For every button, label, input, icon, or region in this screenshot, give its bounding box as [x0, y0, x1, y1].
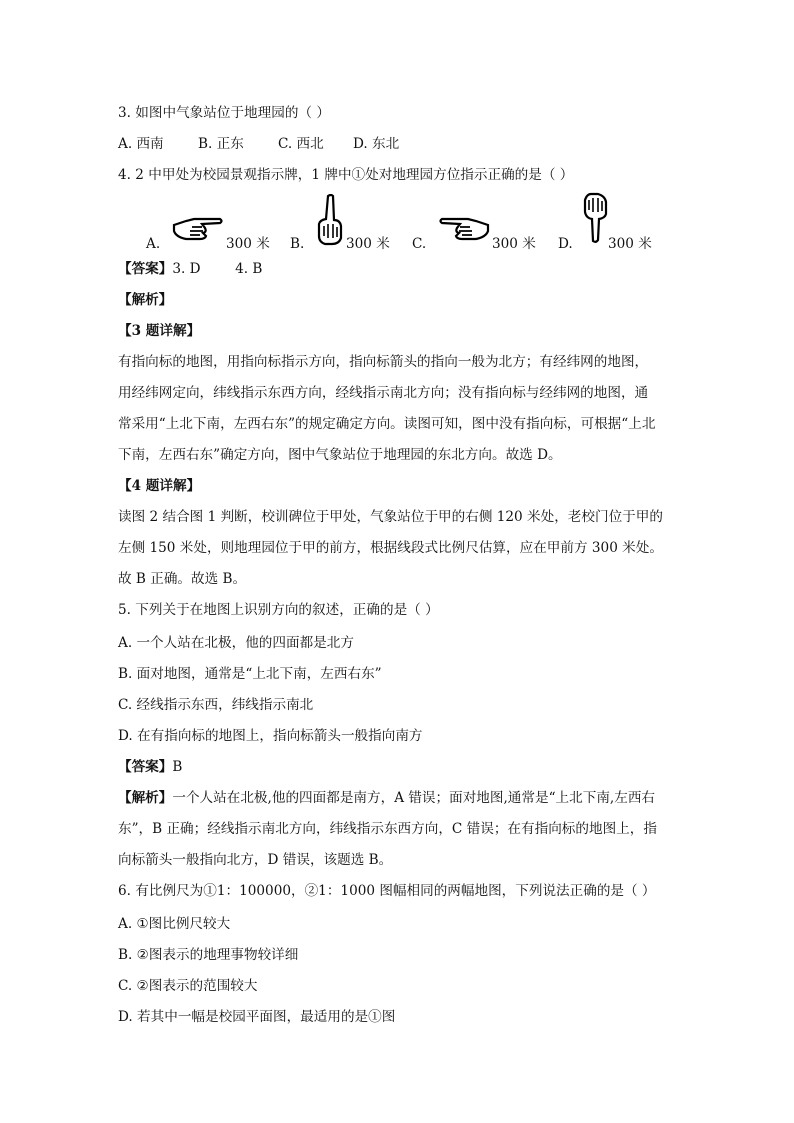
choice-d-letter: D. [558, 236, 573, 252]
hand-pointing-left-icon [438, 215, 490, 241]
question-5-option-d: D. 在有指向标的地图上，指向标箭头一般指向南方 [118, 728, 423, 744]
question-6-option-b: B. ②图表示的地理事物较详细 [118, 947, 299, 963]
choice-a-distance: 300 米 [226, 236, 270, 252]
question-5-option-a: A. 一个人站在北极，他的四面都是北方 [118, 635, 354, 651]
answer-value: B [172, 759, 183, 775]
question-3-detail-line: 用经纬网定向，纬线指示东西方向，经线指示南北方向；没有指向标与经纬网的地图，通 [118, 385, 649, 401]
analysis-label: 【解析】 [118, 790, 173, 806]
question-6-option-c: C. ②图表示的范围较大 [118, 978, 258, 994]
analysis-label: 【解析】 [118, 292, 173, 308]
question-4-detail-label: 【4 题详解】 [118, 478, 201, 494]
choice-a-letter: A. [146, 236, 161, 252]
question-3-detail-label: 【3 题详解】 [118, 323, 201, 339]
question-5-option-b: B. 面对地图，通常是“上北下南，左西右东” [118, 666, 382, 682]
option-c: C. 西北 [278, 136, 324, 152]
question-3-stem: 3. 如图中气象站位于地理园的（ ） [118, 105, 330, 121]
choice-b-letter: B. [290, 236, 305, 252]
option-a: A. 西南 [118, 136, 164, 152]
question-5-option-c: C. 经线指示东西，纬线指示南北 [118, 697, 314, 713]
question-4-detail-line: 故 B 正确。故选 B。 [118, 571, 247, 587]
option-d: D. 东北 [353, 136, 400, 152]
question-3-detail-line: 常采用“上北下南，左西右东”的规定确定方向。读图可知，图中没有指向标，可根据“上北 [118, 416, 656, 432]
hand-pointing-up-icon [316, 194, 344, 246]
question-4-stem: 4. 2 中甲处为校园景观指示牌，1 牌中①处对地理园方位指示正确的是（ ） [118, 167, 574, 183]
question-4-choices [0, 190, 794, 260]
question-4-detail-line: 读图 2 结合图 1 判断，校训碑位于甲处，气象站位于甲的右侧 120 米处，老校门位于甲的 [118, 509, 663, 525]
question-6-stem: 6. 有比例尺为①1：100000，②1：1000 图幅相同的两幅地图，下列说法正确的是（ ） [118, 883, 656, 899]
question-6-option-d: D. 若其中一幅是校园平面图，最适用的是①图 [118, 1009, 396, 1025]
answer-label: 【答案】 [118, 261, 173, 277]
question-3-options [118, 135, 678, 153]
answer-5 [118, 758, 678, 776]
analysis-5-line: 向标箭头一般指向北方，D 错误，该题选 B。 [118, 852, 393, 868]
hand-pointing-right-icon [172, 215, 224, 241]
answer-value: 3. D 4. B [172, 261, 263, 277]
choice-b-distance: 300 米 [346, 236, 390, 252]
answer-3-4 [118, 260, 678, 278]
question-5-stem: 5. 下列关于在地图上识别方向的叙述，正确的是（ ） [118, 602, 439, 618]
analysis-5-text: 一个人站在北极,他的四面都是南方，A 错误；面对地图,通常是“上北下南,左西右 [172, 790, 656, 806]
hand-pointing-down-icon [582, 192, 610, 244]
choice-d-distance: 300 米 [608, 236, 652, 252]
analysis-5-line [118, 789, 678, 807]
question-3-detail-line: 有指向标的地图，用指向标指示方向，指向标箭头的指向一般为北方；有经纬网的地图， [118, 354, 649, 370]
analysis-5-line: 东”，B 正确；经线指示南北方向，纬线指示东西方向，C 错误；在有指向标的地图上，指 [118, 821, 657, 837]
option-b: B. 正东 [198, 136, 244, 152]
question-4-detail-line: 左侧 150 米处，则地理园位于甲的前方，根据线段式比例尺估算，应在甲前方 300 米处。 [118, 540, 663, 556]
answer-label: 【答案】 [118, 759, 173, 775]
question-3-detail-line: 下南，左西右东”确定方向，图中气象站位于地理园的东北方向。故选 D。 [118, 447, 562, 463]
question-6-option-a: A. ①图比例尺较大 [118, 916, 231, 932]
choice-c-letter: C. [412, 236, 427, 252]
choice-c-distance: 300 米 [492, 236, 536, 252]
